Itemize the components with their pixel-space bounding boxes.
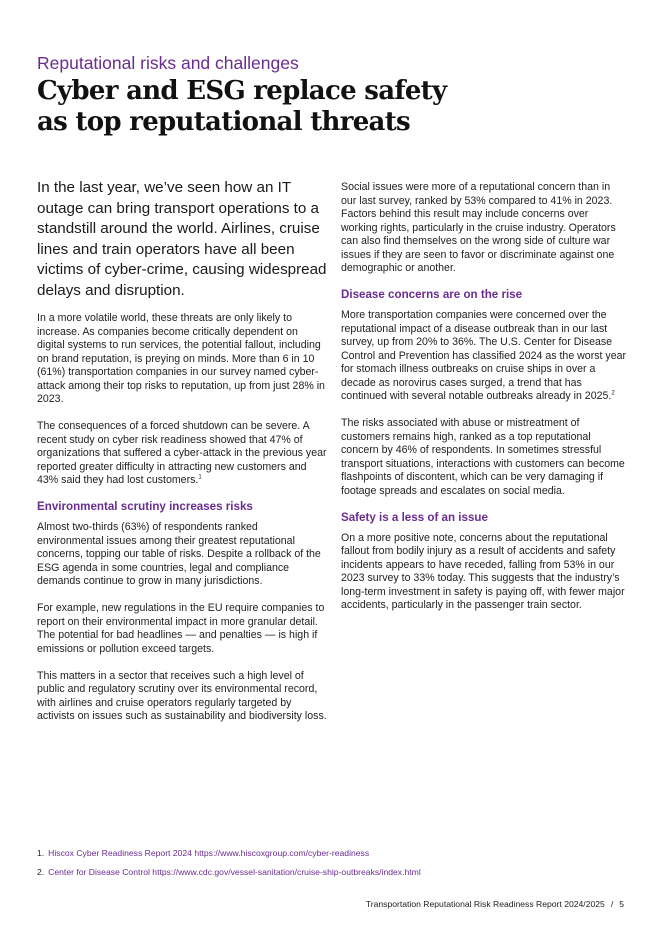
body-paragraph: This matters in a sector that receives such a high level of public and regulatory scrutiny over its environmental record, with airlines and cruise operators regularly targeted by activists on issues such as sustainability and biodiversity loss. <box>37 669 327 722</box>
page-number: 5 <box>619 899 624 909</box>
report-name: Transportation Reputational Risk Readiness Report 2024/2025 <box>365 899 605 909</box>
section-kicker: Reputational risks and challenges <box>37 53 299 73</box>
body-paragraph: For example, new regulations in the EU require companies to report on their environmental impact in more granular detail. The potential for bad headlines — and penalties — is high if emissions or pollution exceed targets. <box>37 602 325 655</box>
body-paragraph <box>341 309 626 404</box>
body-paragraph: On a more positive note, concerns about the reputational fallout from bodily injury as a result of accidents and safety incidents appears to have receded, falling from 53% in our 2023 survey to 33% today. This suggests that the industry’s long-term investment in safety is paying off, with fewer major accidents, particularly in the passenger train sector. <box>341 531 625 611</box>
footer-separator: / <box>610 899 614 909</box>
footnote-ref: 2 <box>611 390 615 397</box>
title-line-2: as top reputational threats <box>37 107 410 137</box>
paragraph-text: More transportation companies were concerned over the reputational impact of a disease outbreak than in our last survey, up from 20% to 36%. The U.S. Center for Disease Control and Prevention has classified 2024 as the worst year for stomach illness outbreaks on cruise ships in over a decade as norovirus cases surged, a trend that has continued with several notable outbreaks already in 2025. <box>341 309 627 402</box>
footnote-item <box>37 848 637 859</box>
footnote-item <box>37 867 637 878</box>
page-footer <box>366 899 624 909</box>
footnotes <box>37 848 637 886</box>
body-paragraph: Almost two-thirds (63%) of respondents ranked environmental issues among their greatest reputational concerns, topping our table of risks. Despite a rollback of the ESG agenda in some countries, legal and compliance demands continue to grow in many jurisdictions. <box>37 521 321 587</box>
body-paragraph: Social issues were more of a reputational concern than in our last survey, ranked by 53% compared to 41% in 2023. Factors behind this result may include concerns over working rights, particularly in the cruise industry. Operators can also find themselves on the wrong side of culture war issues if they are seen to favor or discriminate against one demographic or another. <box>341 181 616 274</box>
subheading-disease: Disease concerns are on the rise <box>341 288 523 301</box>
footnote-ref: 1 <box>198 474 202 481</box>
footnote-number: 2. <box>37 867 45 877</box>
paragraph-text: The consequences of a forced shutdown can be severe. A recent study on cyber risk readiness showed that 47% of organizations that suffered a cyber-attack in the previous year reported greater difficulty in attracting new customers and 43% said they had lost customers. <box>37 420 327 486</box>
lead-paragraph: In the last year, we’ve seen how an IT outage can bring transport operations to a standstill around the world. Airlines, cruise lines and train operators have all been victims of cyber-crime, causing widespread delays and disruption. <box>37 179 327 299</box>
body-paragraph <box>37 420 327 488</box>
right-column <box>341 181 626 626</box>
footnote-link[interactable]: Center for Disease Control https://www.cdc.gov/vessel-sanitation/cruise-ship-outbreaks/index.html <box>48 867 421 877</box>
title-line-1: Cyber and ESG replace safety <box>37 76 447 106</box>
subheading-safety: Safety is a less of an issue <box>341 510 488 524</box>
footnote-link[interactable]: Hiscox Cyber Readiness Report 2024 https://www.hiscoxgroup.com/cyber-readiness <box>48 848 370 858</box>
subheading-environmental: Environmental scrutiny increases risks <box>37 500 253 513</box>
left-column <box>37 178 327 737</box>
page-title <box>37 76 457 138</box>
footnote-number: 1. <box>37 848 45 858</box>
body-paragraph: The risks associated with abuse or mistreatment of customers remains high, ranked as a top reputational concern by 46% of respondents. In sometimes stressful transport situations, interactions with customers can become flashpoints of discontent, which can be very damaging if footage spreads and escalates on social media. <box>341 417 625 497</box>
body-paragraph: In a more volatile world, these threats are only likely to increase. As companies become critically dependent on digital systems to run services, the potential fallout, including on brand reputation, is preying on minds. More than 6 in 10 (61%) transportation companies in our survey named cyber-attack among their top risks to reputation, up from just 28% in 2023. <box>37 312 325 405</box>
